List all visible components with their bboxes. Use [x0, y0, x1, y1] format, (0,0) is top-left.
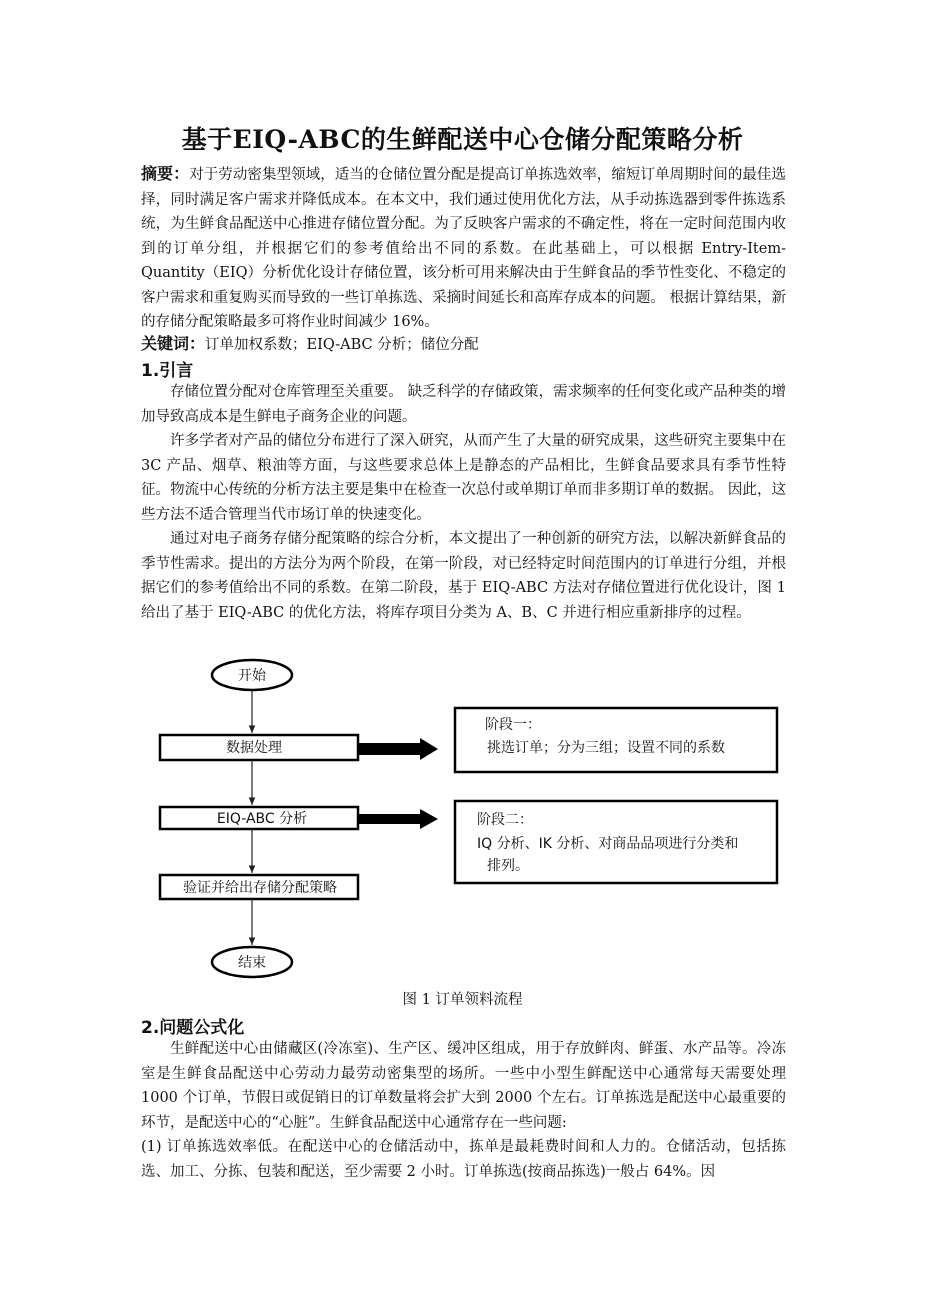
- section-1-heading: 1.引言: [141, 361, 194, 381]
- start-label: 开始: [238, 668, 266, 684]
- section-2-paragraph: (1) 订单拣选效率低。在配送中心的仓储活动中，拣单是最耗费时间和人力的。仓储活动，包括拣选、加工、分拣、包装和配送，至少需要 2 小时。订单拣选(按商品拣选)一般占 64%。因: [141, 1139, 786, 1180]
- process-verify-label: 验证并给出存储分配策略: [183, 880, 337, 896]
- keywords: [141, 332, 786, 358]
- abstract: [141, 162, 786, 335]
- keywords-label: 关键词：: [141, 334, 206, 353]
- section-2-body: [141, 1037, 786, 1184]
- stage-2-line-1: IQ 分析、IK 分析、对商品品项进行分类和: [477, 836, 739, 852]
- process-eiq-abc-label: EIQ-ABC 分析: [216, 811, 308, 827]
- block-arrow-stage-1: [358, 738, 438, 760]
- section-2-paragraph: 生鲜配送中心由储藏区(冷冻室)、生产区、缓冲区组成，用于存放鲜肉、鲜蛋、水产品等。冷冻室是生鲜食品配送中心劳动力最劳动密集型的场所。一些中小型生鲜配送中心通常每天需要处理 1000 个订单，节假日或促销日的订单数量将会扩大到 2000 个左右。订单拣选是配送中心最重要的环节，是配送中心的“心脏”。生鲜食品配送中心通常存在一些问题:: [141, 1041, 786, 1131]
- paper-title: 基于EIQ-ABC的生鲜配送中心仓储分配策略分析: [181, 125, 744, 154]
- block-arrow-stage-2: [358, 809, 438, 829]
- end-label: 结束: [238, 955, 266, 971]
- stage-1-title: 阶段一：: [485, 717, 541, 733]
- section-2-heading: 2.问题公式化: [141, 1018, 245, 1038]
- section-1-paragraph: 许多学者对产品的储位分布进行了深入研究，从而产生了大量的研究成果，这些研究主要集中在 3C 产品、烟草、粮油等方面，与这些要求总体上是静态的产品相比，生鲜食品要求具有季节性特征。物流中心传统的分析方法主要是集中在检查一次总付或单期订单而非多期订单的数据。 因此，这些方法不适合管理当代市场订单的快速变化。: [141, 433, 786, 523]
- keywords-text: 订单加权系数；EIQ-ABC 分析；储位分配: [205, 337, 479, 353]
- stage-1-text: 挑选订单；分为三组；设置不同的系数: [487, 740, 725, 756]
- abstract-text: 对于劳动密集型领域，适当的仓储位置分配是提高订单拣选效率，缩短订单周期时间的最佳选择，同时满足客户需求并降低成本。在本文中，我们通过使用优化方法，从手动拣选器到零件拣选系统，为生鲜食品配送中心推进存储位置分配。为了反映客户需求的不确定性，将在一定时间范围内收到的订单分组，并根据它们的参考值给出不同的系数。在此基础上，可以根据 Entry-Item-Quantity（EIQ）分析优化设计存储位置，该分析可用来解决由于生鲜食品的季节性变化、不稳定的客户需求和重复购买而导致的一些订单拣选、采摘时间延长和高库存成本的问题。 根据计算结果，新的存储分配策略最多可将作业时间减少 16%。: [141, 167, 786, 330]
- stage-2-title: 阶段二：: [477, 812, 533, 828]
- section-1-body: [141, 380, 786, 625]
- figure-1-flowchart: [130, 655, 790, 985]
- section-1-paragraph: 通过对电子商务存储分配策略的综合分析，本文提出了一种创新的研究方法，以解决新鲜食品的季节性需求。提出的方法分为两个阶段，在第一阶段，对已经特定时间范围内的订单进行分组，并根据它们的参考值给出不同的系数。在第二阶段，基于 EIQ-ABC 方法对存储位置进行优化设计，图 1 给出了基于 EIQ-ABC 的优化方法，将库存项目分类为 A、B、C 并进行相应重新排序的过程。: [141, 531, 786, 621]
- stage-2-line-2: 排列。: [487, 858, 529, 874]
- section-1-paragraph: 存储位置分配对仓库管理至关重要。 缺乏科学的存储政策，需求频率的任何变化或产品种类的增加导致高成本是生鲜电子商务企业的问题。: [141, 384, 786, 425]
- figure-1-caption: 图 1 订单领料流程: [402, 992, 523, 1008]
- process-data-label: 数据处理: [226, 740, 282, 756]
- abstract-label: 摘要：: [141, 164, 190, 183]
